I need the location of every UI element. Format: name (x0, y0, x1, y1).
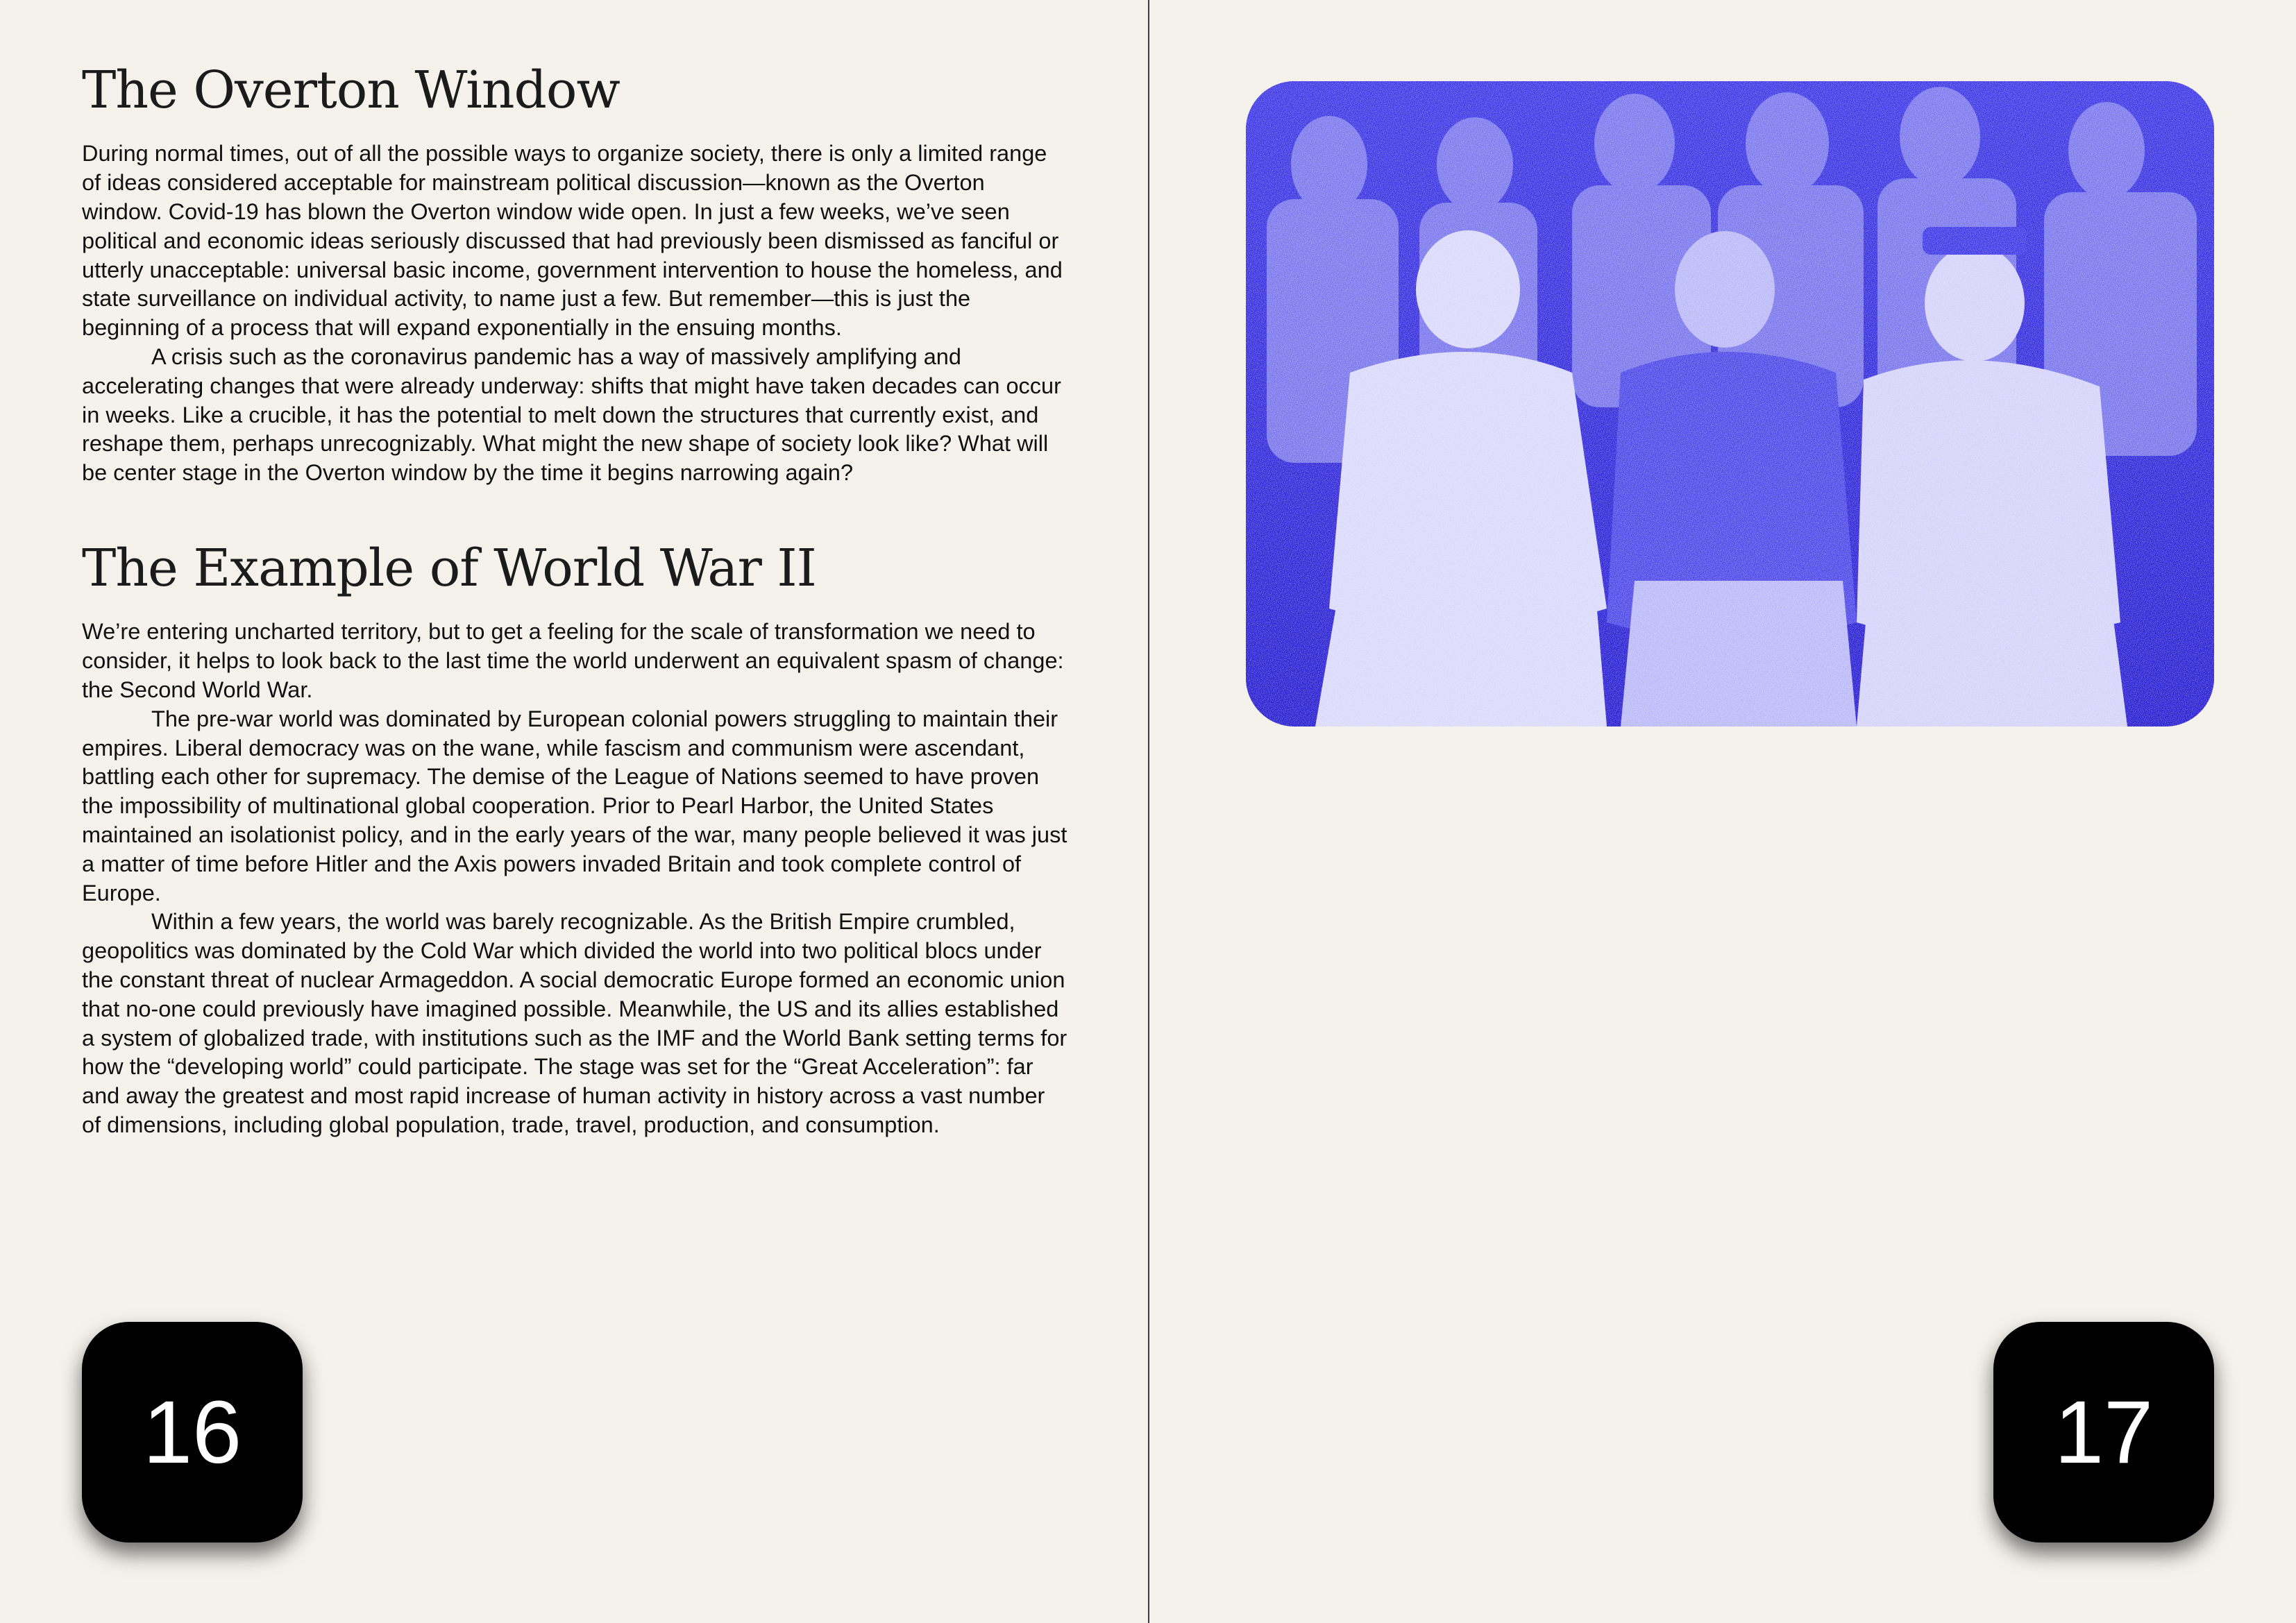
page-gutter-divider (1148, 0, 1149, 1623)
paragraph: During normal times, out of all the possible ways to organize society, there is only a limited range of ideas considered acceptable for mainstream political discussion—known as the Overton window. Covid-19 has blown the Overton window wide open. In just a few weeks, we’ve seen political and economic ideas seriously discussed that had previously been dismissed as fanciful or utterly unacceptable: universal basic income, government intervention to house the homeless, and state surveillance on individual activity, to name just a few. But remember—this is just the beginning of a process that will expand exponentially in the ensuing months. (82, 141, 1063, 341)
left-page (82, 62, 1067, 1193)
paragraph: The pre-war world was dominated by European colonial powers struggling to maintain their empires. Liberal democracy was on the wane, while fascism and communism were ascendant, battling each other for supremacy. The demise of the League of Nations seemed to have proven the impossibility of multinational global cooperation. Prior to Pearl Harbor, the United States maintained an isolationist policy, and in the early years of the war, many people believed it was just a matter of time before Hitler and the Axis powers invaded Britain and took complete control of Europe. (82, 706, 1067, 906)
section-heading: The Example of World War II (82, 538, 816, 598)
page-number-badge: 17 (1993, 1322, 2214, 1543)
paragraph: We’re entering uncharted territory, but to get a feeling for the scale of transformation we need to consider, it helps to look back to the last time the world underwent an equivalent spasm of change: the Second World War. (82, 619, 1064, 702)
section-overton-window (82, 62, 1067, 488)
paragraph: A crisis such as the coronavirus pandemic has a way of massively amplifying and accelerating changes that were already underway: shifts that might have taken decades can occur in weeks. Like a crucible, it has the potential to melt down the structures that currently exist, and reshape them, perhaps unrecognizably. What might the new shape of society look like? What will be center stage in the Overton window by the time it begins narrowing again? (82, 343, 1061, 486)
section-world-war-ii (82, 538, 1067, 1140)
historical-photo-blue-duotone (1246, 81, 2214, 726)
page-number-badge: 16 (82, 1322, 303, 1543)
paragraph: Within a few years, the world was barely recognizable. As the British Empire crumbled, geopolitics was dominated by the Cold War which divided the world into two political blocs under the constant threat of nuclear Armageddon. A social democratic Europe formed an economic union that no-one could previously have imagined possible. Meanwhile, the US and its allies established a system of globalized trade, with institutions such as the IMF and the World Bank setting terms for how the “developing world” could participate. The stage was set for the “Great Acceleration”: far and away the greatest and most rapid increase of human activity in history across a vast number of dimensions, including global population, trade, travel, production, and consumption. (82, 909, 1067, 1137)
photo-illustration (1246, 81, 2214, 726)
section-heading: The Overton Window (82, 60, 620, 120)
